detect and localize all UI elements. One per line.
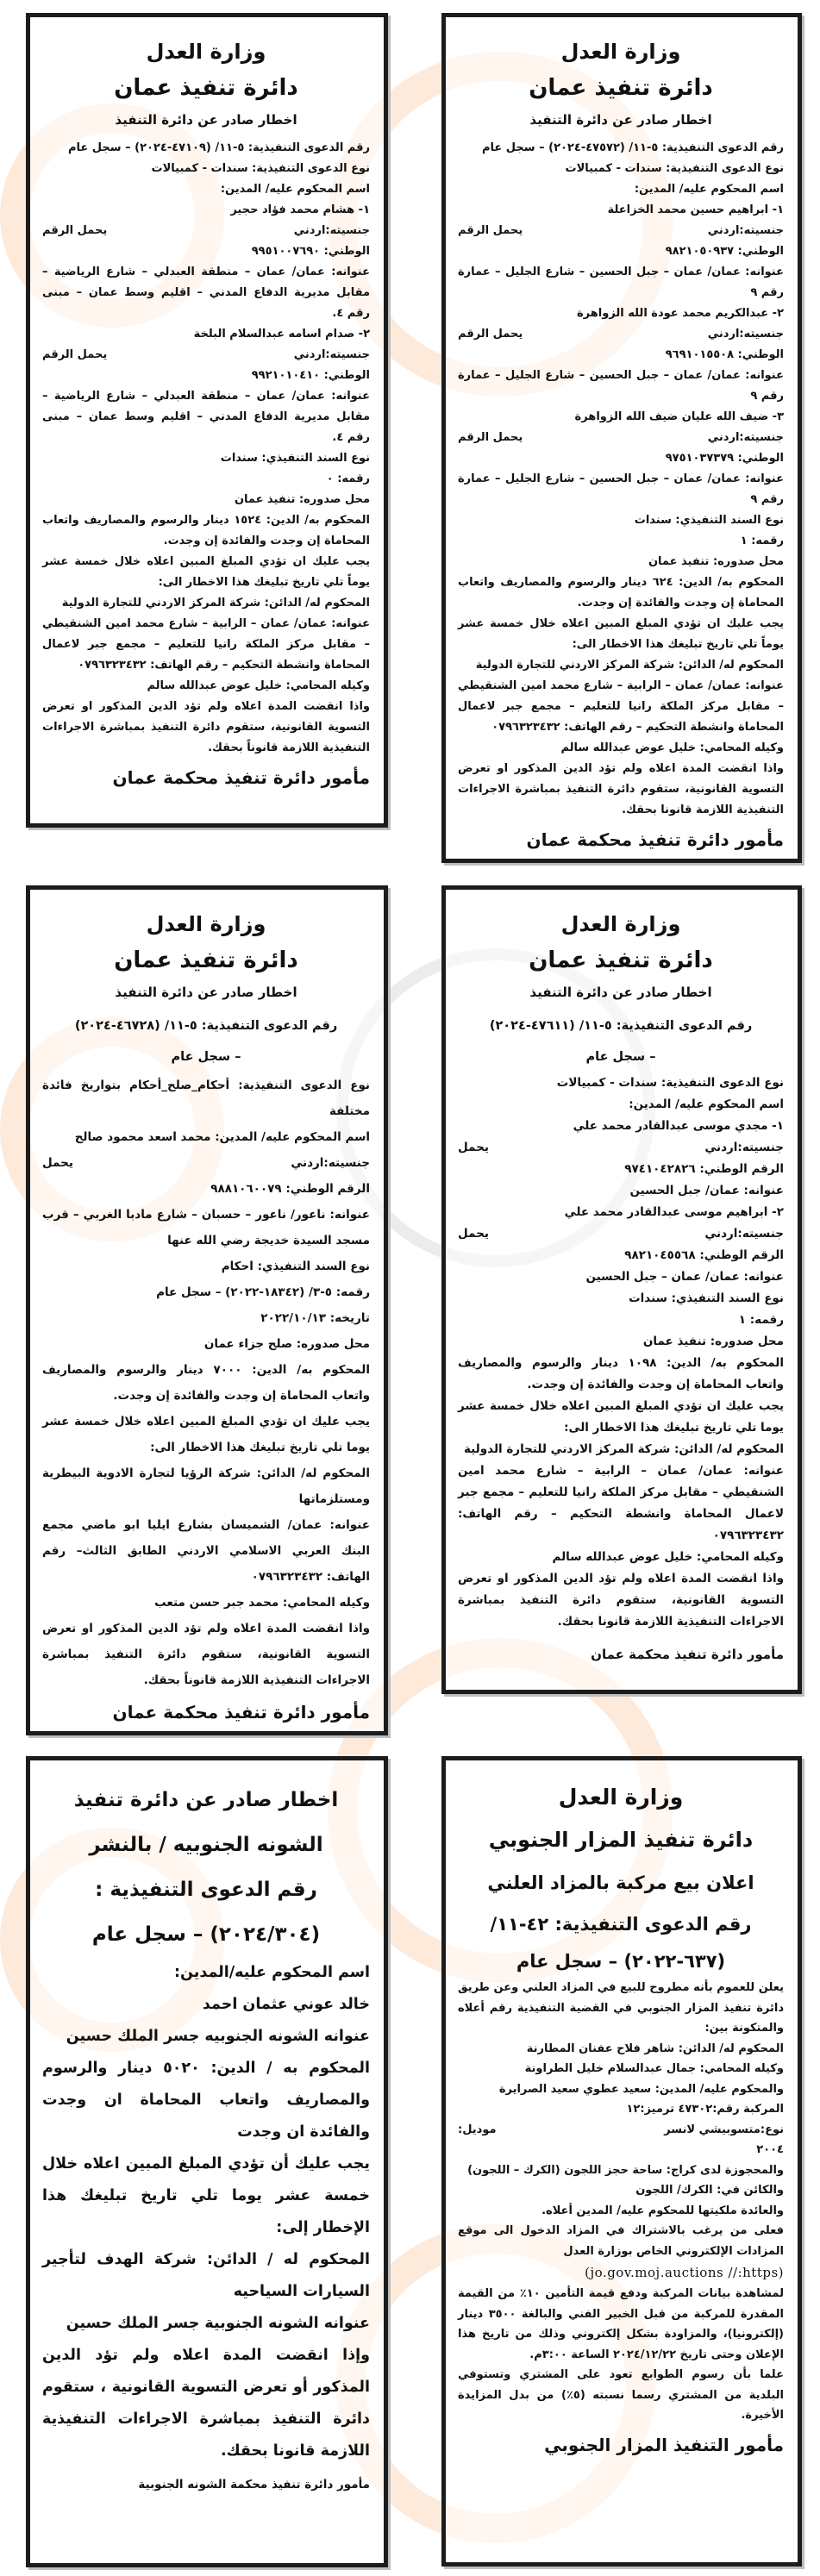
line-text: جنسيته:اردني bbox=[707, 328, 784, 341]
notice-title: وزارة العدل bbox=[146, 40, 266, 64]
notice-amman-47572 bbox=[441, 13, 802, 863]
notice-line: المحكوم له/ الدائن: شركة المركز الاردني للتجارة الدولية bbox=[475, 659, 784, 672]
notice-line: الوطني: ٩٦٩١٠١٥٥٠٨ bbox=[665, 348, 784, 361]
notice-line: نوع السند التنفيذي: سندات bbox=[634, 514, 784, 527]
notice-line: عنوانه: عمان/ عمان – الرابية – شارع محمد امين الشنقيطي – مقابل مركز الملكة رانيا للتعليم – مجمع جبر لاعمال المحاماة وانشطة التحكيم – رقم الهاتف: ٠٧٩٦٣٢٣٤٣٢ bbox=[42, 617, 370, 672]
notice-line: المحكوم له/ الدائن: شاهر فلاح عفنان المطارنة bbox=[526, 2041, 784, 2055]
notice-line: وكيله المحامي: خليل عوض عبدالله سالم bbox=[560, 741, 784, 754]
case-number-line: – سجل عام bbox=[585, 1050, 656, 1064]
notice-subtitle: رقم الدعوى التنفيذية: ٤٢-١١/ bbox=[490, 1914, 752, 1935]
notice-line bbox=[458, 1223, 784, 1245]
notice-line bbox=[42, 221, 370, 241]
notice-line: اسم المحكوم عليه/المدين: bbox=[174, 1964, 370, 1981]
notice-subtitle: دائرة تنفيذ عمان bbox=[529, 947, 713, 973]
notice-line: ١- هشام محمد فؤاد حجير bbox=[230, 203, 370, 216]
line-text: نوع:متسوبيشي لانسر bbox=[664, 2123, 784, 2136]
notice-line: المحكوم له/ الدائن: شركة المركز الاردني للتجارة الدولية bbox=[61, 597, 370, 610]
line-text: جنسيته:اردني bbox=[707, 224, 784, 237]
notice-line bbox=[42, 345, 370, 366]
notice-title: وزارة العدل bbox=[560, 912, 681, 936]
line-aside-text: يحمل الرقم bbox=[458, 431, 523, 444]
notice-line: عنوانه: عمان/ عمان – جبل الحسين – شارع الجليل – عمارة رقم ٩ bbox=[458, 266, 784, 299]
notice-line: المحكوم له / الدائن: شركة الهدف لتأجير السيارات السياحيه bbox=[42, 2251, 370, 2300]
line-aside-text: يحمل bbox=[458, 1227, 489, 1241]
notice-subtitle: دائرة تنفيذ المزار الجنوبي bbox=[488, 1828, 754, 1852]
notice-line: الرقم الوطني: ٩٨٨١٠٦٠٠٧٩ bbox=[210, 1182, 370, 1196]
notice-line: فعلى من يرغب بالاشتراك في المزاد الدخول الى موقع المزادات الإلكتروني الخاص بوزارة العدل bbox=[458, 2224, 784, 2258]
notice-line: ٢- ابراهيم موسى عبدالقادر محمد علي bbox=[564, 1205, 784, 1219]
notice-line: محل صدوره: تنفيذ عمان bbox=[648, 555, 784, 568]
notice-line: يجب عليك ان تؤدي المبلغ المبين اعلاه خلال خمسة عشر يوما تلي تاريخ تبليغك هذا الاخطار الى: bbox=[42, 1415, 370, 1454]
notice-line: المحكوم به/ الدين: ١٠٩٨ دينار والرسوم والمصاريف واتعاب المحاماة إن وجدت والفائدة إن وجدت. bbox=[458, 1356, 784, 1391]
notice-subtitle: (٢٠٢٤/٣٠٤) – سجل عام bbox=[91, 1923, 321, 1946]
notice-line: واذا انقضت المدة اعلاه ولم تؤد الدين المذكور او تعرض التسوية القانونية، ستقوم دائرة التنفيذ بمباشرة الاجراءات التنفيذية اللازمة قانوناً بحقك. bbox=[42, 700, 370, 754]
notice-signoff: مأمور دائرة تنفيذ محكمة عمان bbox=[591, 1647, 784, 1662]
line-text: جنسيته:اردني bbox=[291, 1156, 370, 1170]
notice-line: رقم الدعوى التنفيذية: ٥-١١/ (٤٧٥٧٢-٢٠٢٤) – سجل عام bbox=[481, 141, 784, 154]
notice-subtitle: رقم الدعوى التنفيذية : bbox=[95, 1879, 317, 1901]
notice-line: عنوانه: عمان/ الشميسان بشارع ايليا ابو ماضي مجمع البنك العربي الاسلامي الاردني الطابق الثالث– رقم الهاتف: ٠٧٩٦٣٢٣٤٣٢ bbox=[42, 1518, 370, 1584]
notice-line: محل صدوره: تنفيذ عمان bbox=[234, 493, 370, 506]
notice-subtitle: الشونه الجنوبيه / بالنشر bbox=[89, 1834, 323, 1856]
notice-title: وزارة العدل bbox=[560, 40, 681, 64]
notice-line: رقمه: ٠ bbox=[326, 472, 370, 485]
line-text: جنسيته:اردني bbox=[293, 224, 370, 237]
notice-subtitle: (٦٣٧-٢٠٢٢) – سجل عام bbox=[516, 1951, 726, 1972]
notice-line: يجب عليك ان تؤدي المبلغ المبين اعلاه خلال خمسة عشر يوماً تلي تاريخ تبليغك هذا الاخطار الى: bbox=[42, 555, 370, 589]
notice-line: اسم المحكوم عليه/ المدين: محمد اسعد محمود صالح bbox=[74, 1130, 370, 1144]
case-number-line: – سجل عام bbox=[171, 1050, 241, 1064]
notice-line: يجب عليك ان تؤدي المبلغ المبين اعلاه خلال خمسة عشر يوماً تلي تاريخ تبليغك هذا الاخطار الى: bbox=[458, 617, 784, 651]
notice-line: والمحجوزة لدى كراج: ساحة حجز اللجون (الكرك – اللجون) bbox=[467, 2163, 784, 2177]
notice-line: المحكوم له/ الدائن: شركة المركز الاردني للتجارة الدولية bbox=[463, 1442, 784, 1456]
line-aside-text: يحمل الرقم bbox=[458, 328, 523, 341]
line-text: جنسيته:اردني bbox=[704, 1141, 784, 1154]
notice-line bbox=[42, 1150, 370, 1176]
notice-line: نوع السند التنفيذي: احكام bbox=[221, 1260, 370, 1273]
notice-line: محل صدوره: تنفيذ عمان bbox=[642, 1335, 784, 1348]
notice-line: الرقم الوطني: ٩٨٢١٠٤٥٥٦٨ bbox=[624, 1248, 784, 1262]
notice-line: نوع الدعوى التنفيذية: أحكام_صلح_أحكام بتواريخ فائدة مختلفة bbox=[42, 1079, 370, 1118]
notice-subtitle: دائرة تنفيذ عمان bbox=[114, 75, 298, 101]
line-aside-text: موديل: bbox=[458, 2123, 497, 2136]
notice-subtitle: اخطار صادر عن دائرة التنفيذ bbox=[529, 112, 712, 128]
notice-line: الرقم الوطني: ٩٧٤١٠٤٢٨٢٦ bbox=[624, 1162, 784, 1176]
notice-line: عنوانه الشونه الجنوبيه جسر الملك حسين bbox=[66, 2028, 370, 2045]
notice-line: ٢- عبدالكريم محمد عودة الله الزواهرة bbox=[576, 307, 784, 320]
notice-line: عنوانه: عمان/ عمان – جبل الحسين – شارع الجليل – عمارة رقم ٩ bbox=[458, 369, 784, 403]
notice-line: خالد عوني عثمان احمد bbox=[202, 1996, 370, 2013]
notice-line: والعائدة ملكيتها للمحكوم عليه/ المدين أعلاه. bbox=[541, 2204, 784, 2217]
notice-line: المحكوم به / الدين: ٥٠٢٠ دينار والرسوم والمصاريف واتعاب المحاماة ان وجدت والفائدة ان وجدت bbox=[42, 2060, 370, 2141]
notice-line: واذا انقضت المدة اعلاه ولم تؤد الدين المذكور او تعرض التسوية القانونية، ستقوم دائرة التنفيذ بمباشرة الاجراءات التنفيذية اللازمة قانوناً بحقك. bbox=[42, 1622, 370, 1687]
notice-line: وكيله المحامي: خليل عوض عبدالله سالم bbox=[552, 1550, 784, 1564]
notice-signoff: مأمور دائرة تنفيذ محكمة الشونه الجنوبية bbox=[138, 2478, 370, 2492]
notice-line: عنوانه: عمان/ عمان – الرابية – شارع محمد امين الشنقيطي – مقابل مركز الملكة رانيا للتعليم – مجمع جبر لاعمال المحاماة وانشطة التحكيم – رقم الهاتف: ٠٧٩٦٣٢٣٤٣٢ bbox=[458, 679, 784, 734]
notice-line: رقمه: ١ bbox=[738, 1313, 784, 1327]
notice-line bbox=[458, 2120, 784, 2141]
notice-line: لمشاهدة بيانات المركبة ودفع قيمة التأمين ١٠٪ من القيمة المقدرة للمركبة من قبل الخبير الفني والبالغة ٣٥٠٠ دينار (إلكترونيا)، والمزاودة بشكل إلكتروني وذلك من تاريخ هذا الإعلان وحتى تاريخ ٢٠٢٤/١٢/٢٢ الساعة ٣:٠٠م. bbox=[458, 2287, 784, 2361]
notice-signoff: مأمور دائرة تنفيذ محكمة عمان bbox=[526, 829, 784, 850]
notice-line: الوطني: ٩٩٢١٠١٠٤١٠ bbox=[251, 369, 370, 382]
line-text: جنسيته:اردني bbox=[707, 431, 784, 444]
notice-line: واذا انقضت المدة اعلاه ولم تؤد الدين المذكور او تعرض التسوية القانونية، ستقوم دائرة التنفيذ بمباشرة الاجراءات التنفيذية اللازمة قانونا بحقك. bbox=[458, 1572, 784, 1629]
notice-line: عنوانه: عمان/ عمان – الرابية – شارع محمد امين الشنقيطي – مقابل مركز الملكة رانيا للتعليم – مجمع جبر لاعمال المحاماة وانشطة التحكيم – رقم الهاتف: ٠٧٩٦٣٢٣٤٣٢ bbox=[458, 1464, 784, 1542]
notice-line: نوع الدعوى التنفيذية: سندات - كمبيالات bbox=[151, 162, 370, 175]
notice-line: عنوانه: عمان/ جبل الحسين bbox=[629, 1184, 784, 1197]
line-aside-text: يحمل الرقم bbox=[458, 224, 523, 237]
notice-amman-47611 bbox=[441, 885, 802, 1694]
case-number-line: رقم الدعوى التنفيذية: ٥-١١/ (٤٦٧٢٨-٢٠٢٤) bbox=[74, 1019, 338, 1033]
notice-subtitle: اخطار صادر عن دائرة التنفيذ bbox=[115, 985, 297, 1000]
line-aside-text: يحمل الرقم bbox=[42, 224, 108, 237]
notice-line: عنوانه: عمان/ عمان – جبل الحسين – شارع الجليل – عمارة رقم ٩ bbox=[458, 472, 784, 506]
case-number-line: رقم الدعوى التنفيذية: ٥-١١/ (٤٧٦١١-٢٠٢٤) bbox=[489, 1019, 753, 1033]
notice-line: والكائن في: الكرك/ اللجون bbox=[635, 2184, 784, 2197]
notice-line bbox=[458, 221, 784, 241]
notice-line: رقمه: ٥-٣/ (١٨٣٤٢-٢٠٢٢) – سجل عام bbox=[156, 1285, 370, 1299]
notice-line: ٢- صدام اسامه عبدالسلام البلخة bbox=[193, 328, 370, 341]
notice-subtitle: اعلان بيع مركبة بالمزاد العلني bbox=[487, 1873, 754, 1893]
notice-line: علما بأن رسوم الطوابع تعود على المشتري وتستوفي البلدية من المشتري رسما نسبته (٥٪) من بدل المزايدة الأخيرة. bbox=[458, 2368, 784, 2422]
notice-line: عنوانه: عمان/ عمان – منطقة العبدلي – شارع الرياضية – مقابل مديرية الدفاع المدني – اقليم وسط عمان – مبنى رقم ٤. bbox=[42, 266, 370, 320]
notice-line: نوع الدعوى التنفيذية: سندات - كمبيالات bbox=[556, 1076, 784, 1090]
auction-website-url: (jo.gov.moj.auctions //:https) bbox=[585, 2265, 784, 2280]
notice-line: واذا انقضت المدة اعلاه ولم تؤد الدين المذكور او تعرض التسوية القانونية، ستقوم دائرة التنفيذ بمباشرة الاجراءات التنفيذية اللازمة قانونا بحقك. bbox=[458, 762, 784, 816]
notice-line: يجب عليك أن تؤدي المبلغ المبين اعلاه خلال خمسة عشر يوما تلي تاريخ تبليغك هذا الإخطار إلى: bbox=[42, 2155, 370, 2236]
line-aside-text: يحمل bbox=[458, 1141, 489, 1154]
notice-line: رقم الدعوى التنفيذية: ٥-١١/ (٤٧١٠٩-٢٠٢٤) – سجل عام bbox=[67, 141, 370, 154]
notice-subtitle: اخطار صادر عن دائرة التنفيذ bbox=[115, 112, 297, 128]
notice-line: وكيله المحامي: خليل عوض عبدالله سالم bbox=[147, 679, 370, 692]
notice-subtitle: دائرة تنفيذ عمان bbox=[114, 947, 298, 973]
notice-line: تاريخه: ٢٠٢٢/١٠/١٣ bbox=[260, 1311, 370, 1325]
notice-line: ١- ابراهيم حسين محمد الخزاعلة bbox=[607, 203, 784, 216]
notice-signoff: مأمور دائرة تنفيذ محكمة عمان bbox=[112, 767, 370, 788]
notice-line: ٢٠٠٤ bbox=[756, 2143, 784, 2156]
notice-line: المحكوم له/ الدائن: شركة الرؤيا لتجارة الادوية البيطرية ومستلزماتها bbox=[42, 1466, 370, 1506]
notice-line: عنوانه: ناعور/ ناعور – حسبان – شارع مادبا الغربي – قرب مسجد السيدة خديجة رضي الله عنها bbox=[42, 1208, 370, 1247]
notice-line: المحكوم به/ الدين: ٧٠٠٠ دينار والرسوم والمصاريف واتعاب المحاماة إن وجدت والفائدة إن وجدت. bbox=[42, 1363, 370, 1403]
notice-line bbox=[458, 428, 784, 448]
notice-line bbox=[458, 1137, 784, 1159]
notice-line: والمحكوم عليه/ المدين: سعيد عطوي سعيد الصرايرة bbox=[498, 2082, 784, 2096]
notice-line: رقمه: ١ bbox=[740, 535, 784, 547]
notice-line: ٣- ضيف الله عليان ضيف الله الزواهرة bbox=[574, 410, 784, 423]
notice-title: اخطار صادر عن دائرة تنفيذ bbox=[73, 1789, 339, 1811]
notice-line: المحكوم به/ الدين: ٦٢٤ دينار والرسوم والمصاريف واتعاب المحاماة إن وجدت والفائدة إن وجدت. bbox=[458, 576, 784, 610]
notice-line: نوع الدعوى التنفيذية: سندات - كمبيالات bbox=[565, 162, 784, 175]
line-aside-text: يحمل الرقم bbox=[42, 348, 108, 361]
notice-line: ١- مجدي موسى عبدالقادر محمد علي bbox=[573, 1119, 784, 1133]
notice-mazar-auction bbox=[441, 1756, 802, 2567]
notice-shouneh-304 bbox=[26, 1756, 388, 2567]
notice-amman-46728 bbox=[26, 885, 388, 1735]
notice-line: وكيله المحامي: جمال عبدالسلام خليل الطراونة bbox=[524, 2062, 784, 2075]
notice-line: الوطني: ٩٧٥١٠٣٧٣٧٩ bbox=[665, 452, 784, 465]
notice-line: محل صدوره: صلح جزاء عمان bbox=[203, 1337, 370, 1351]
line-text: جنسيته:اردني bbox=[704, 1227, 784, 1241]
notice-line: يجب عليك ان تؤدي المبلغ المبين اعلاه خلال خمسة عشر يوما تلي تاريخ تبليغك هذا الاخطار الى: bbox=[458, 1399, 784, 1435]
notice-line: الوطني: ٩٨٢١٠٥٠٩٣٧ bbox=[665, 245, 784, 258]
notice-line: الوطني: ٩٩٥١٠٠٧٦٩٠ bbox=[251, 245, 370, 258]
line-aside-text: يحمل bbox=[42, 1156, 73, 1170]
notice-amman-47109 bbox=[26, 13, 388, 828]
notice-line: وكيله المحامي: محمد جبر حسن متعب bbox=[154, 1596, 370, 1610]
line-text: جنسيته:اردني bbox=[293, 348, 370, 361]
notice-line: اسم المحكوم عليه/ المدين: bbox=[629, 1097, 784, 1111]
notice-line: المركبة رقم:٤٧٣٠٢ ترميز:١٢ bbox=[626, 2103, 784, 2116]
notice-line: نوع السند التنفيذي: سندات bbox=[629, 1291, 784, 1305]
notice-line: عنوانه الشونه الجنوبية جسر الملك حسين bbox=[66, 2315, 370, 2332]
notice-title: وزارة العدل bbox=[558, 1785, 684, 1810]
notice-line bbox=[458, 324, 784, 345]
notice-line: نوع السند التنفيذي: سندات bbox=[220, 452, 370, 465]
notice-signoff: مأمور التنفيذ المزار الجنوبي bbox=[544, 2434, 784, 2455]
notice-line: يعلن للعموم بأنه مطروح للبيع في المزاد العلني وعن طريق دائرة تنفيذ المزار الجنوبي في القضية التنفيذية رقم أعلاه والمتكونة بين: bbox=[458, 1981, 784, 2035]
notice-subtitle: اخطار صادر عن دائرة التنفيذ bbox=[529, 985, 712, 1000]
notice-line: عنوانه: عمان/ عمان – جبل الحسين bbox=[585, 1270, 784, 1284]
notice-line: اسم المحكوم عليه/ المدين: bbox=[634, 183, 784, 196]
notice-signoff: مأمور دائرة تنفيذ محكمة عمان bbox=[112, 1702, 370, 1723]
notice-line: اسم المحكوم عليه/ المدين: bbox=[220, 183, 370, 196]
notice-title: وزارة العدل bbox=[146, 912, 266, 936]
notice-subtitle: دائرة تنفيذ عمان bbox=[529, 75, 713, 101]
notice-line: عنوانه: عمان/ عمان – منطقة العبدلي – شارع الرياضية – مقابل مديرية الدفاع المدني – اقليم وسط عمان – مبنى رقم ٤. bbox=[42, 390, 370, 444]
notice-line: المحكوم به/ الدين: ١٥٢٤ دينار والرسوم والمصاريف واتعاب المحاماة إن وجدت والفائدة إن وجدت. bbox=[42, 514, 370, 547]
notice-line: وإذا انقضت المدة اعلاه ولم تؤد الدين المذكور أو تعرض التسوية القانونية ، ستقوم دائرة التنفيذ بمباشرة الاجراءات التنفيذية اللازمة قانونا بحقك. bbox=[42, 2347, 370, 2460]
